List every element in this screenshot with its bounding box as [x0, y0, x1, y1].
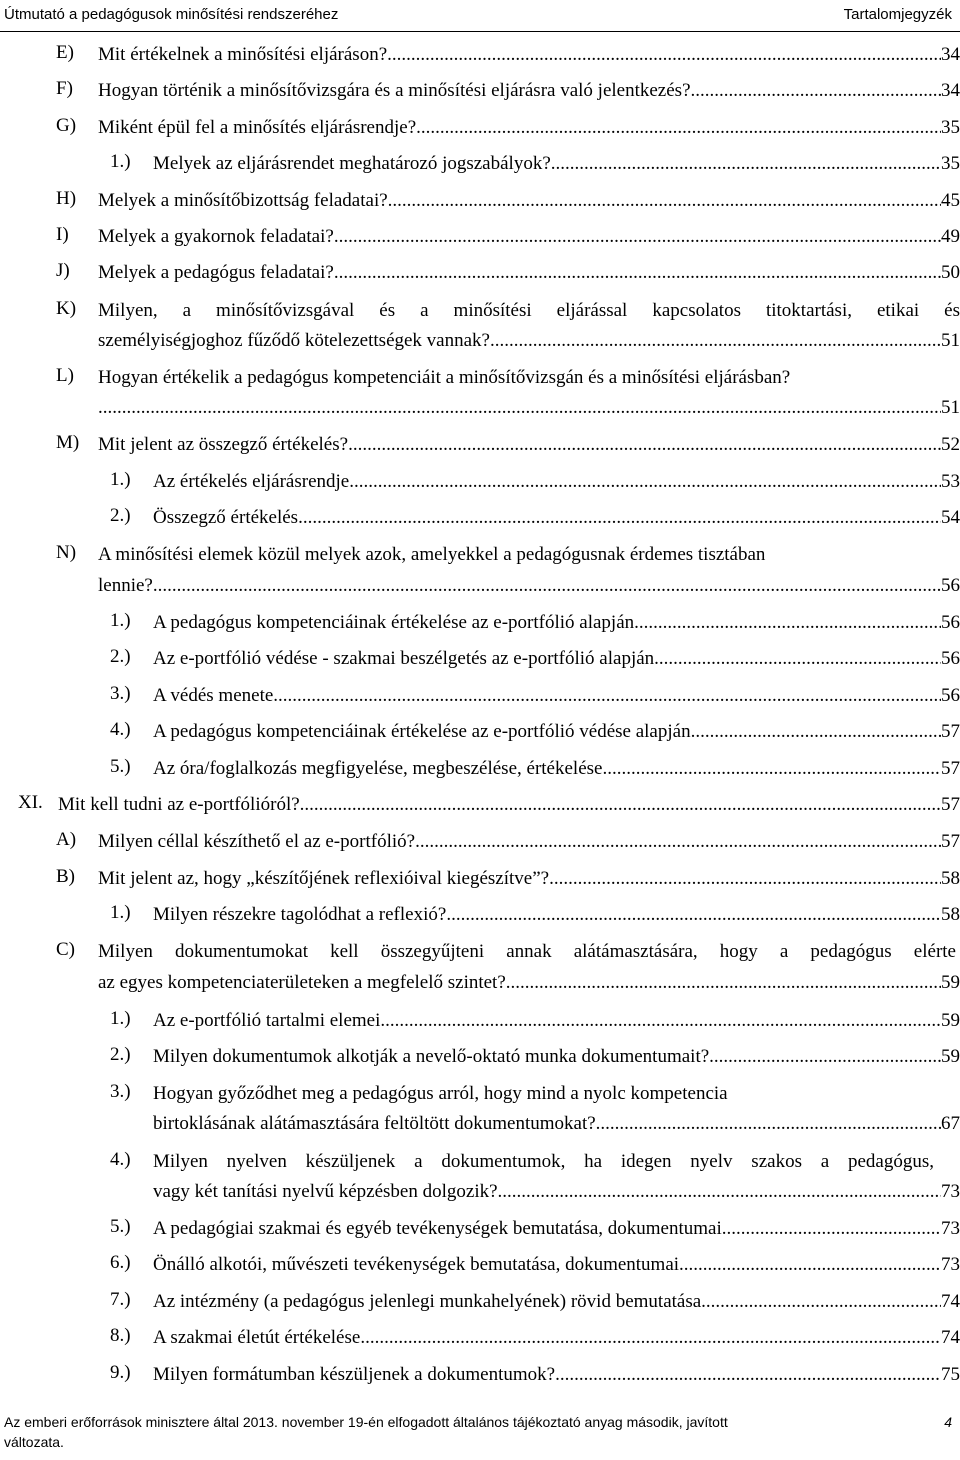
- toc-entry-text: Az értékelés eljárásrendje: [153, 471, 350, 492]
- toc-entry[interactable]: [153, 1008, 960, 1033]
- toc-entry[interactable]: [153, 646, 960, 671]
- toc-entry[interactable]: [153, 1325, 960, 1350]
- toc-label: B): [56, 866, 75, 887]
- toc-leader-dots: [416, 115, 941, 140]
- toc-entry[interactable]: [153, 902, 960, 927]
- toc-entry-text: Milyen dokumentumok alkotják a nevelő-oktató munka dokumentumait?: [153, 1046, 710, 1067]
- toc-leader-dots: [415, 829, 941, 854]
- toc-label: H): [56, 188, 77, 209]
- toc-page-number: 52: [941, 434, 960, 455]
- toc-page-number: 50: [941, 262, 960, 283]
- toc-entry-text: Az óra/foglalkozás megfigyelése, megbeszélése, értékelése: [153, 758, 603, 779]
- toc-entry[interactable]: [98, 188, 960, 213]
- toc-entry[interactable]: [153, 1044, 960, 1069]
- toc-label: 8.): [110, 1325, 131, 1346]
- toc-leader-dots: [602, 756, 941, 781]
- toc-entry[interactable]: [98, 432, 960, 457]
- toc-label: 3.): [110, 1081, 131, 1102]
- toc-entry[interactable]: [98, 328, 960, 353]
- toc-entry-text-line1[interactable]: Hogyan győződhet meg a pedagógus arról, hogy mind a nyolc kompetencia: [153, 1083, 728, 1104]
- toc-page-number: 34: [941, 80, 960, 101]
- toc-page-number: 58: [941, 904, 960, 925]
- toc-entry-text: A pedagógus kompetenciáinak értékelése az e-portfólió alapján: [153, 612, 635, 633]
- toc-entry[interactable]: [98, 42, 960, 67]
- toc-page-number: 67: [941, 1113, 960, 1134]
- toc-entry[interactable]: [98, 395, 960, 420]
- toc-entry-text: Miként épül fel a minősítés eljárásrendje?: [98, 117, 417, 138]
- toc-page-number: 56: [941, 685, 960, 706]
- toc-entry-text-line1[interactable]: Milyen dokumentumokat kell összegyűjteni annak alátámasztására, hogy a pedagógus elérte: [98, 941, 956, 962]
- toc-page-number: 54: [941, 507, 960, 528]
- toc-page-number: 35: [941, 153, 960, 174]
- toc-entry[interactable]: [98, 866, 960, 891]
- footer-line1: Az emberi erőforrások minisztere által 2013. november 19-én elfogadott általános tájékoztató anyag második, javított: [4, 1414, 728, 1430]
- toc-leader-dots: [691, 78, 942, 103]
- toc-entry-text: A szakmai életút értékelése: [153, 1327, 361, 1348]
- toc-leader-dots: [722, 1216, 941, 1241]
- toc-label: 2.): [110, 1044, 131, 1065]
- toc-leader-dots: [691, 719, 941, 744]
- toc-leader-dots: [273, 683, 941, 708]
- toc-entry-text: Az intézmény (a pedagógus jelenlegi munkahelyének) rövid bemutatása: [153, 1291, 702, 1312]
- toc-entry-text: Melyek az eljárásrendet meghatározó jogszabályok?: [153, 153, 551, 174]
- toc-leader-dots: [506, 970, 941, 995]
- toc-page-number: 59: [941, 1010, 960, 1031]
- toc-label: F): [56, 78, 73, 99]
- toc-page-number: 73: [941, 1254, 960, 1275]
- toc-leader-dots: [446, 902, 941, 927]
- toc-entry[interactable]: [98, 78, 960, 103]
- toc-page-number: 58: [941, 868, 960, 889]
- toc-page-number: 73: [941, 1181, 960, 1202]
- toc-entry[interactable]: [98, 115, 960, 140]
- toc-page-number: 75: [941, 1364, 960, 1385]
- toc-entry-text: A pedagógiai szakmai és egyéb tevékenységek bemutatása, dokumentumai: [153, 1218, 722, 1239]
- toc-entry[interactable]: [153, 1289, 960, 1314]
- toc-label: XI.: [18, 792, 43, 813]
- toc-label: C): [56, 939, 75, 960]
- toc-leader-dots: [380, 1008, 941, 1033]
- toc-entry[interactable]: [98, 573, 960, 598]
- toc-page-number: 34: [941, 44, 960, 65]
- toc-label: 3.): [110, 683, 131, 704]
- toc-page-number: 56: [941, 648, 960, 669]
- toc-entry-text-line1[interactable]: Milyen nyelven készüljenek a dokumentumok, ha idegen nyelv szakos a pedagógus,: [153, 1151, 934, 1172]
- toc-entry[interactable]: [153, 1252, 960, 1277]
- toc-entry-text: Az e-portfólió tartalmi elemei: [153, 1010, 381, 1031]
- footer-line2: változata.: [4, 1434, 64, 1450]
- toc-page-number: 74: [941, 1291, 960, 1312]
- toc-label: 1.): [110, 151, 131, 172]
- toc-entry-text: Melyek a minősítőbizottság feladatai?: [98, 190, 388, 211]
- toc-leader-dots: [709, 1044, 941, 1069]
- toc-entry[interactable]: [98, 829, 960, 854]
- header-title: Útmutató a pedagógusok minősítési rendszeréhez: [4, 6, 339, 23]
- toc-leader-dots: [349, 469, 941, 494]
- toc-entry[interactable]: [153, 756, 960, 781]
- toc-page-number: 56: [941, 612, 960, 633]
- toc-leader-dots: [334, 224, 941, 249]
- toc-page-number: 51: [941, 397, 960, 418]
- toc-entry[interactable]: [153, 1216, 960, 1241]
- toc-entry-text: Mit jelent az, hogy „készítőjének reflexióival kiegészítve”?: [98, 868, 550, 889]
- toc-entry-text-line1[interactable]: Milyen, a minősítővizsgával és a minősítési eljárással kapcsolatos titoktartási, etikai és: [98, 300, 960, 321]
- toc-entry[interactable]: [153, 610, 960, 635]
- toc-entry-text: az egyes kompetenciaterületeken a megfelelő szintet?: [98, 972, 506, 993]
- toc-leader-dots: [334, 260, 941, 285]
- toc-entry-text-line1[interactable]: A minősítési elemek közül melyek azok, amelyekkel a pedagógusnak érdemes tisztában: [98, 544, 766, 565]
- toc-page-number: 59: [941, 1046, 960, 1067]
- toc-leader-dots: [551, 151, 941, 176]
- toc-entry[interactable]: [98, 970, 960, 995]
- toc-page-number: 57: [941, 721, 960, 742]
- toc-leader-dots: [300, 792, 941, 817]
- toc-page-number: 45: [941, 190, 960, 211]
- toc-entry-text: vagy két tanítási nyelvű képzésben dolgozik?: [153, 1181, 498, 1202]
- toc-leader-dots: [348, 432, 941, 457]
- toc-label: 5.): [110, 1216, 131, 1237]
- toc-page-number: 59: [941, 972, 960, 993]
- toc-leader-dots: [298, 505, 941, 530]
- toc-entry-text: Az e-portfólió védése - szakmai beszélgetés az e-portfólió alapján: [153, 648, 655, 669]
- page-header: [0, 0, 960, 32]
- toc-label: E): [56, 42, 74, 63]
- toc-entry-text: Összegző értékelés: [153, 507, 299, 528]
- toc-entry-text: Milyen formátumban készüljenek a dokumentumok?: [153, 1364, 556, 1385]
- toc-entry-text: Melyek a pedagógus feladatai?: [98, 262, 334, 283]
- toc-leader-dots: [153, 573, 941, 598]
- page-footer: [4, 1412, 956, 1452]
- toc-entry-text: birtoklásának alátámasztására feltöltött dokumentumokat?: [153, 1113, 596, 1134]
- toc-page-number: 73: [941, 1218, 960, 1239]
- toc-label: J): [56, 260, 70, 281]
- toc-entry-text: Mit értékelnek a minősítési eljáráson?: [98, 44, 388, 65]
- toc-entry-text-line1[interactable]: Hogyan értékelik a pedagógus kompetenciáit a minősítővizsgán és a minősítési eljárásban?: [98, 367, 791, 388]
- toc-entry[interactable]: [153, 719, 960, 744]
- toc-page-number: 53: [941, 471, 960, 492]
- toc-entry-text: Önálló alkotói, művészeti tevékenységek bemutatása, dokumentumai: [153, 1254, 680, 1275]
- toc-page-number: 57: [941, 831, 960, 852]
- toc-leader-dots: [596, 1111, 941, 1136]
- toc-label: I): [56, 224, 69, 245]
- toc-label: 9.): [110, 1362, 131, 1383]
- toc-entry-text: A pedagógus kompetenciáinak értékelése az e-portfólió védése alapján: [153, 721, 691, 742]
- toc-entry[interactable]: [153, 1111, 960, 1136]
- toc-entry[interactable]: [58, 792, 960, 817]
- toc-leader-dots: [679, 1252, 941, 1277]
- toc-entry[interactable]: [153, 505, 960, 530]
- toc-label: 6.): [110, 1252, 131, 1273]
- toc-entry-text: Mit jelent az összegző értékelés?: [98, 434, 349, 455]
- toc-leader-dots: [634, 610, 941, 635]
- toc-page-number: 51: [941, 330, 960, 351]
- toc-leader-dots: [360, 1325, 941, 1350]
- toc-label: G): [56, 115, 77, 136]
- toc-entry-text: Hogyan történik a minősítővizsgára és a minősítési eljárásra való jelentkezés?: [98, 80, 691, 101]
- toc-label: 1.): [110, 610, 131, 631]
- toc-leader-dots: [701, 1289, 941, 1314]
- toc-page-number: 57: [941, 758, 960, 779]
- toc-leader-dots: [654, 646, 941, 671]
- toc-entry-text: lennie?: [98, 575, 153, 596]
- toc-entry-text: Melyek a gyakornok feladatai?: [98, 226, 334, 247]
- toc-label: 2.): [110, 505, 131, 526]
- toc-entry[interactable]: [153, 683, 960, 708]
- toc-entry-text: személyiségjoghoz fűződő kötelezettségek vannak?: [98, 330, 490, 351]
- toc-leader-dots: [555, 1362, 941, 1387]
- toc-leader-dots: [387, 42, 941, 67]
- toc-entry-text: Milyen részekre tagolódhat a reflexió?: [153, 904, 447, 925]
- toc-page-number: 49: [941, 226, 960, 247]
- toc-leader-dots: [549, 866, 941, 891]
- toc-entry-text: Milyen céllal készíthető el az e-portfólió?: [98, 831, 416, 852]
- toc-entry[interactable]: [153, 151, 960, 176]
- toc-entry[interactable]: [98, 224, 960, 249]
- toc-label: 4.): [110, 719, 131, 740]
- toc-page-number: 56: [941, 575, 960, 596]
- toc-label: 1.): [110, 902, 131, 923]
- toc-label: A): [56, 829, 77, 850]
- header-rule: [0, 31, 960, 32]
- toc-leader-dots: [98, 395, 941, 420]
- toc-leader-dots: [498, 1179, 941, 1204]
- toc-label: 4.): [110, 1149, 131, 1170]
- toc-page-number: 35: [941, 117, 960, 138]
- header-section: Tartalomjegyzék: [843, 6, 952, 23]
- toc-entry[interactable]: [153, 1179, 960, 1204]
- toc-label: 2.): [110, 646, 131, 667]
- toc-label: M): [56, 432, 80, 453]
- toc-leader-dots: [490, 328, 941, 353]
- toc-entry-text: A védés menete: [153, 685, 274, 706]
- toc-label: L): [56, 365, 74, 386]
- toc-leader-dots: [388, 188, 941, 213]
- toc-entry-text: Mit kell tudni az e-portfólióról?: [58, 794, 300, 815]
- toc-label: N): [56, 542, 77, 563]
- toc-entry[interactable]: [153, 1362, 960, 1387]
- toc-label: 1.): [110, 1008, 131, 1029]
- toc-page-number: 57: [941, 794, 960, 815]
- toc-label: 7.): [110, 1289, 131, 1310]
- toc-page-number: 74: [941, 1327, 960, 1348]
- toc-label: 1.): [110, 469, 131, 490]
- toc-label: K): [56, 298, 77, 319]
- toc-entry[interactable]: [98, 260, 960, 285]
- toc-label: 5.): [110, 756, 131, 777]
- page-number: 4: [944, 1414, 952, 1430]
- toc-entry[interactable]: [153, 469, 960, 494]
